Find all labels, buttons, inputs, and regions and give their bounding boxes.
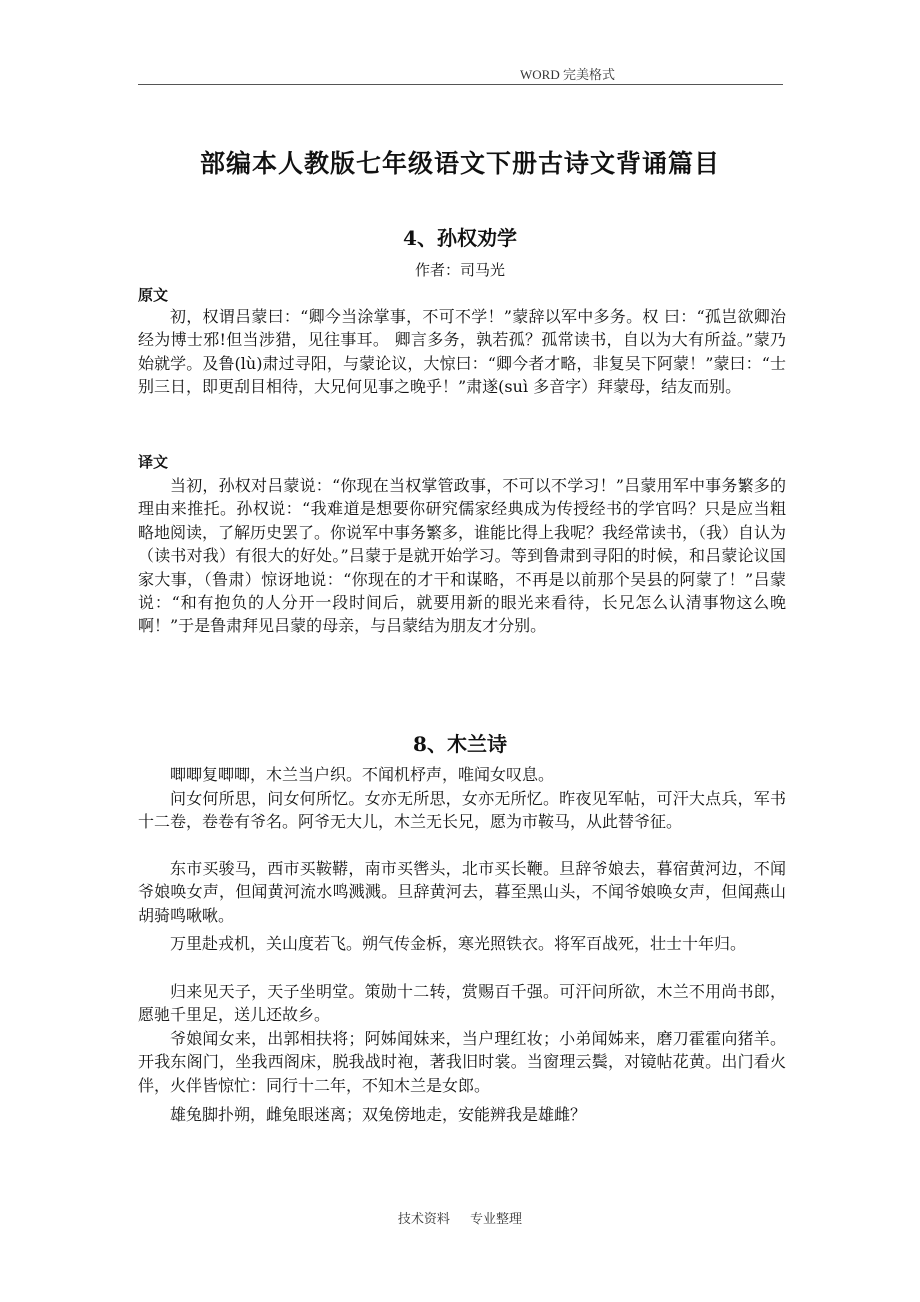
poem-paragraph-1: 唧唧复唧唧，木兰当户织。不闻机杼声，唯闻女叹息。 bbox=[170, 765, 555, 784]
poem-paragraph-3: 东市买骏马，西市买鞍鞯，南市买辔头，北市买长鞭。旦辞爷娘去，暮宿黄河边，不闻爷娘唤女声，但闻黄河流水鸣溅溅。旦辞黄河去，暮至黑山头，不闻爷娘唤女声，但闻燕山胡骑鸣啾啾。 bbox=[138, 859, 786, 925]
poem-paragraph-4: 万里赴戎机，关山度若飞。朔气传金柝，寒光照铁衣。将军百战死，壮士十年归。 bbox=[170, 934, 747, 953]
poem-paragraph-5: 归来见天子，天子坐明堂。策勋十二转，赏赐百千强。可汗问所欲，木兰不用尚书郎，愿驰千里足，送儿还故乡。 bbox=[138, 982, 786, 1025]
section-title-sunquan: 4、孙权劝学 bbox=[403, 226, 517, 250]
original-text-label: 原文 bbox=[138, 286, 169, 304]
header-text: WORD 完美格式 bbox=[520, 67, 615, 82]
poem-paragraph-7: 雄兔脚扑朔，雌兔眼迷离；双兔傍地走，安能辨我是雄雌？ bbox=[170, 1105, 587, 1124]
poem-paragraph-2: 问女何所思，问女何所忆。女亦无所思，女亦无所忆。昨夜见军帖，可汗大点兵，军书十二卷，卷卷有爷名。阿爷无大儿，木兰无长兄，愿为市鞍马，从此替爷征。 bbox=[138, 789, 786, 832]
translation-paragraph: 当初，孙权对吕蒙说：“你现在当权掌管政事，不可以不学习！”吕蒙用军中事务繁多的理由来推托。孙权说：“我难道是想要你研究儒家经典成为传授经书的学官吗？只是应当粗略地阅读，了解历史罢了。你说军中事务繁多，谁能比得上我呢？我经常读书，（我）自认为（读书对我）有很大的好处。”吕蒙于是就开始学习。等到鲁肃到寻阳的时候，和吕蒙论议国家大事，（鲁肃）惊讶地说：“你现在的才干和谋略，不再是以前那个吴县的阿蒙了！”吕蒙说：“和有抱负的人分开一段时间后，就要用新的眼光来看待，长兄怎么认清事物这么晚啊！”于是鲁肃拜见吕蒙的母亲，与吕蒙结为朋友才分别。 bbox=[138, 476, 787, 636]
translation-label: 译文 bbox=[138, 453, 169, 471]
author-line: 作者：司马光 bbox=[414, 261, 505, 279]
document-title: 部编本人教版七年级语文下册古诗文背诵篇目 bbox=[199, 149, 720, 178]
page-footer: 技术资料 专业整理 bbox=[397, 1212, 523, 1227]
original-text-paragraph: 初，权谓吕蒙曰：“卿今当涂掌事，不可不学！”蒙辞以军中多务。权 曰：“孤岂欲卿治经为博士邪!但当涉猎，见往事耳。 卿言多务，孰若孤？孤常读书，自以为大有所益。”蒙乃始就学。及鲁(lù)肃过寻阳，与蒙论议，大惊曰：“卿今者才略，非复吴下阿蒙！”蒙曰：“士别三日，即更刮目相待，大兄何见事之晚乎！”肃遂(suì 多音字）拜蒙母，结友而别。 bbox=[138, 307, 786, 397]
page-header bbox=[138, 62, 783, 85]
section-title-mulan: 8、木兰诗 bbox=[413, 732, 507, 756]
poem-paragraph-6: 爷娘闻女来，出郭相扶将；阿姊闻妹来，当户理红妆；小弟闻姊来，磨刀霍霍向猪羊。开我东阁门，坐我西阁床，脱我战时袍，著我旧时裳。当窗理云鬓，对镜帖花黄。出门看火伴，火伴皆惊忙：同行十二年，不知木兰是女郎。 bbox=[138, 1029, 786, 1095]
